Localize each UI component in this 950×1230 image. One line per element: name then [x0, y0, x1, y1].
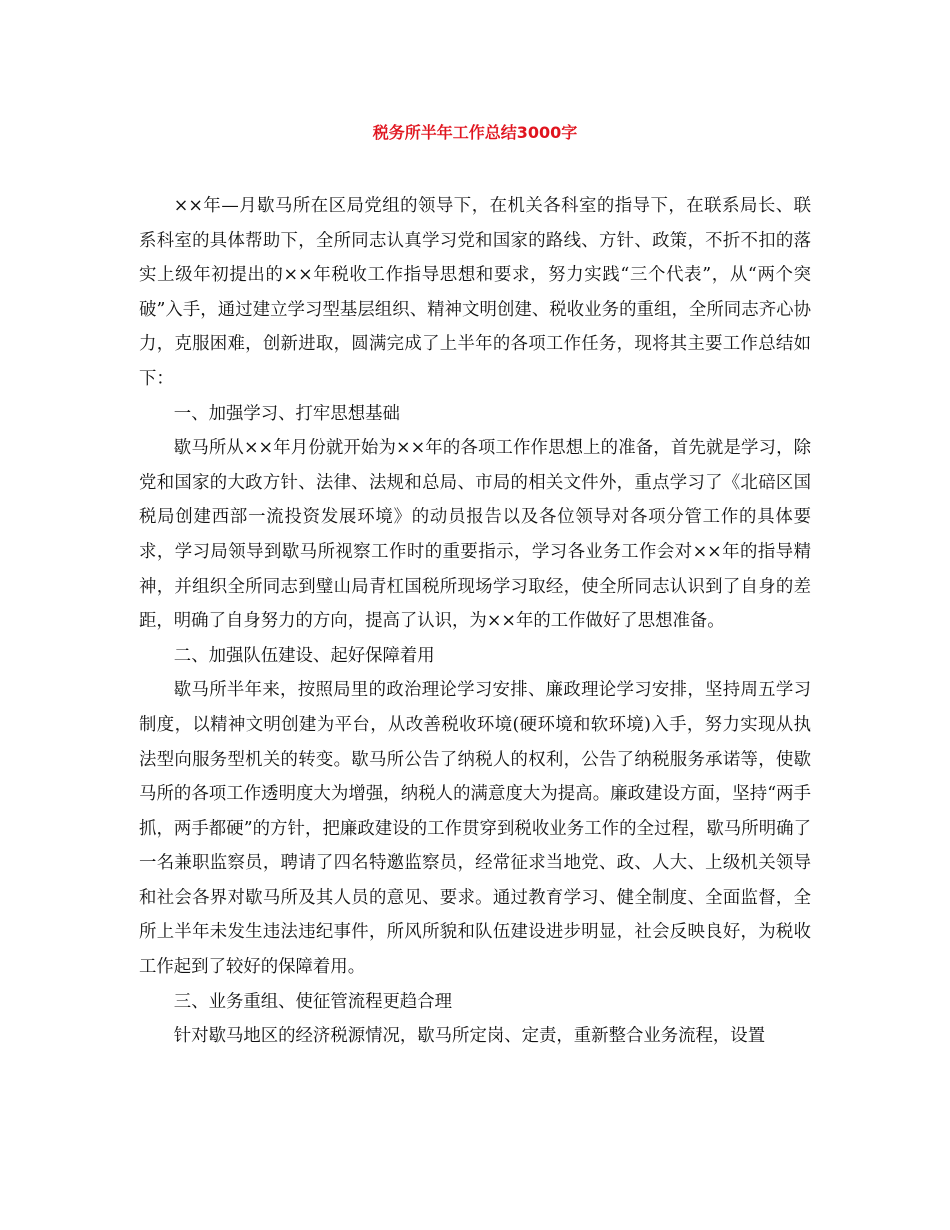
- section-heading-1: 一、加强学习、打牢思想基础: [173, 403, 400, 424]
- section-heading-2: 二、加强队伍建设、起好保障着用: [173, 645, 435, 666]
- intro-paragraph: ××年—月歇马所在区局党组的领导下，在机关各科室的指导下，在联系局长、联系科室的具体帮助下，全所同志认真学习党和国家的路线、方针、政策，不折不扣的落实上级年初提出的××年税收工作指导思想和要求，努力实践“三个代表”，从“两个突破”入手，通过建立学习型基层组织、精神文明创建、税收业务的重组，全所同志齐心协力，克服困难，创新进取，圆满完成了上半年的各项工作任务，现将其主要工作总结如下：: [139, 196, 811, 389]
- section-heading-3: 三、业务重组、使征管流程更趋合理: [173, 991, 453, 1012]
- section-3-paragraph: 针对歇马地区的经济税源情况，歇马所定岗、定责，重新整合业务流程，设置: [173, 1026, 766, 1047]
- document-title: 税务所半年工作总结3000字: [372, 123, 578, 142]
- section-2-paragraph: 歇马所半年来，按照局里的政治理论学习安排、廉政理论学习安排，坚持周五学习制度，以精神文明创建为平台，从改善税收环境(硬环境和软环境)入手，努力实现从执法型向服务型机关的转变。歇马所公告了纳税人的权利，公告了纳税服务承诺等，使歇马所的各项工作透明度大为增强，纳税人的满意度大为提高。廉政建设方面，坚持“两手抓，两手都硬”的方针，把廉政建设的工作贯穿到税收业务工作的全过程，歇马所明确了一名兼职监察员，聘请了四名特邀监察员，经常征求当地党、政、人大、上级机关领导和社会各界对歇马所及其人员的意见、要求。通过教育学习、健全制度、全面监督，全所上半年未发生违法违纪事件，所风所貌和队伍建设进步明显，社会反映良好，为税收工作起到了较好的保障着用。: [139, 680, 811, 978]
- document-body: [139, 189, 811, 1054]
- section-1-paragraph: 歇马所从××年月份就开始为××年的各项工作作思想上的准备，首先就是学习，除党和国家的大政方针、法律、法规和总局、市局的相关文件外，重点学习了《北碚区国税局创建西部一流投资发展环境》的动员报告以及各位领导对各项分管工作的具体要求，学习局领导到歇马所视察工作时的重要指示，学习各业务工作会对××年的指导精神，并组织全所同志到璧山局青杠国税所现场学习取经，使全所同志认识到了自身的差距，明确了自身努力的方向，提高了认识，为××年的工作做好了思想准备。: [139, 438, 811, 632]
